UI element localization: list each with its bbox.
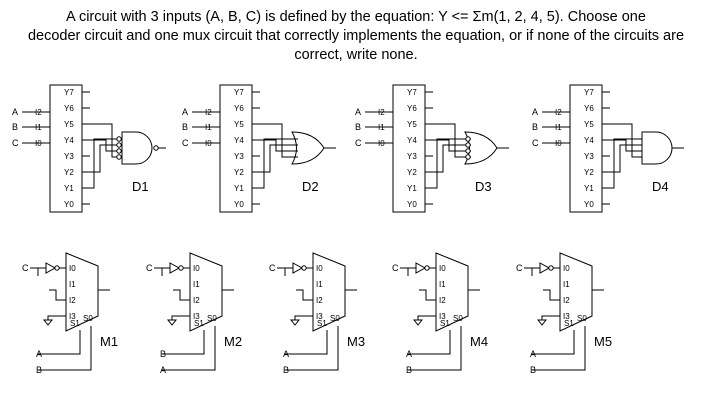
select-pin-s1: S1: [564, 319, 574, 328]
mux-input-pin-label: I3: [439, 312, 446, 321]
select-pin-s1: S1: [317, 319, 327, 328]
mux-row: [22, 253, 612, 375]
mux-input-pin-label: I1: [69, 280, 76, 289]
decoder-d2: [182, 85, 336, 212]
input-label-c: C: [355, 138, 362, 148]
select-pin-s1: S1: [440, 319, 450, 328]
select-pin-label: I2: [378, 108, 385, 117]
output-pin-label: Y7: [407, 88, 417, 97]
select-pin-label: I2: [205, 108, 212, 117]
mux-m4: [392, 253, 488, 375]
output-pin-label: Y2: [234, 168, 244, 177]
select-input-label: B: [530, 365, 537, 375]
vcc-wire: [52, 290, 66, 300]
select-input-label: A: [160, 365, 167, 375]
output-pin-label: Y7: [584, 88, 594, 97]
question-line-2: decoder circuit and one mux circuit that correctly implements the equation, or if none of the circuits are: [27, 28, 685, 44]
ground-symbol: [168, 320, 176, 325]
input-label-b: B: [182, 122, 189, 132]
select-wire-bottom: [408, 326, 461, 370]
input-label-c: C: [182, 138, 189, 148]
input-label-c: C: [269, 263, 276, 273]
output-pin-label: Y1: [584, 184, 594, 193]
decoder-label-d1: D1: [132, 179, 149, 194]
output-pin-label: Y2: [407, 168, 417, 177]
input-bubble: [466, 143, 470, 147]
input-label-c: C: [532, 138, 539, 148]
gate-input-wire: [260, 145, 298, 172]
select-wire-top: [38, 330, 80, 354]
select-pin-label: I1: [35, 123, 42, 132]
select-wire-bottom: [532, 326, 585, 370]
output-pin-label: Y5: [407, 120, 417, 129]
output-pin-label: Y3: [407, 152, 417, 161]
decoder-d1: [12, 85, 166, 212]
input-label-c: C: [516, 263, 523, 273]
mux-input-pin-label: I3: [193, 312, 200, 321]
ground-wire: [542, 316, 560, 320]
ground-symbol: [291, 320, 299, 325]
select-pin-label: I0: [555, 139, 562, 148]
mux-input-pin-label: I0: [439, 264, 446, 273]
or-gate: [292, 132, 324, 164]
ground-symbol: [414, 320, 422, 325]
mux-input-pin-label: I2: [439, 296, 446, 305]
select-wire-top: [162, 330, 204, 354]
output-pin-label: Y1: [64, 184, 74, 193]
input-bubble: [117, 137, 121, 141]
input-bubble: [466, 137, 470, 141]
mux-input-pin-label: I1: [193, 280, 200, 289]
output-bubble: [154, 146, 158, 150]
mux-input-pin-label: I2: [69, 296, 76, 305]
nand-gate: [122, 132, 152, 164]
select-pin-s0: S0: [453, 314, 463, 323]
output-pin-label: Y5: [584, 120, 594, 129]
mux-input-pin-label: I0: [316, 264, 323, 273]
select-pin-s0: S0: [83, 314, 93, 323]
select-pin-s1: S1: [70, 319, 80, 328]
mux-m5: [516, 253, 612, 375]
mux-label-m3: M3: [347, 334, 366, 349]
select-wire-bottom: [285, 326, 338, 370]
input-label-b: B: [12, 122, 19, 132]
select-pin-s0: S0: [577, 314, 587, 323]
nor-gate: [465, 132, 497, 164]
vcc-wire: [299, 290, 313, 300]
output-pin-label: Y4: [64, 136, 74, 145]
input-label-c: C: [22, 263, 29, 273]
mux-input-pin-label: I1: [316, 280, 323, 289]
vcc-wire: [176, 290, 190, 300]
inverter-bubble: [549, 266, 553, 270]
input-label-a: A: [355, 107, 362, 117]
mux-input-pin-label: I0: [193, 264, 200, 273]
and-gate: [642, 132, 672, 164]
select-pin-label: I2: [35, 108, 42, 117]
input-label-c: C: [12, 138, 19, 148]
mux-label-m2: M2: [224, 334, 243, 349]
select-pin-s0: S0: [330, 314, 340, 323]
ground-wire: [48, 316, 66, 320]
mux-input-pin-label: I1: [439, 280, 446, 289]
mux-label-m1: M1: [100, 334, 119, 349]
output-pin-label: Y0: [64, 200, 74, 209]
input-label-a: A: [12, 107, 19, 117]
inverter: [416, 263, 425, 273]
decoder-d4: [532, 85, 684, 212]
output-pin-label: Y6: [234, 104, 244, 113]
mux-input-pin-label: I2: [563, 296, 570, 305]
select-pin-s0: S0: [207, 314, 217, 323]
vcc-wire: [422, 290, 436, 300]
input-label-b: B: [532, 122, 539, 132]
inverter: [170, 263, 179, 273]
input-label-a: A: [532, 107, 539, 117]
output-pin-label: Y5: [234, 120, 244, 129]
decoder-label-d2: D2: [302, 179, 319, 194]
mux-input-pin-label: I2: [316, 296, 323, 305]
select-wire-bottom: [162, 326, 215, 370]
decoder-d3: [355, 85, 509, 212]
select-pin-label: I0: [35, 139, 42, 148]
output-pin-label: Y3: [584, 152, 594, 161]
input-bubble: [117, 149, 121, 153]
select-pin-label: I2: [555, 108, 562, 117]
mux-input-pin-label: I2: [193, 296, 200, 305]
output-pin-label: Y6: [584, 104, 594, 113]
inverter-bubble: [302, 266, 306, 270]
output-pin-label: Y4: [407, 136, 417, 145]
inverter-bubble: [425, 266, 429, 270]
ground-symbol: [44, 320, 52, 325]
output-pin-label: Y0: [584, 200, 594, 209]
input-label-a: A: [182, 107, 189, 117]
select-pin-label: I0: [378, 139, 385, 148]
inverter-bubble: [179, 266, 183, 270]
input-bubble: [117, 155, 121, 159]
mux-input-pin-label: I3: [69, 312, 76, 321]
output-pin-label: Y1: [234, 184, 244, 193]
select-wire-bottom: [38, 326, 91, 370]
output-pin-label: Y7: [64, 88, 74, 97]
output-pin-label: Y6: [64, 104, 74, 113]
select-pin-label: I0: [205, 139, 212, 148]
vcc-wire: [546, 290, 560, 300]
output-pin-label: Y5: [64, 120, 74, 129]
ground-wire: [418, 316, 436, 320]
decoder-row: [12, 85, 684, 212]
mux-input-pin-label: I1: [563, 280, 570, 289]
input-label-c: C: [146, 263, 153, 273]
inverter-bubble: [55, 266, 59, 270]
output-pin-label: Y3: [234, 152, 244, 161]
input-label-c: C: [392, 263, 399, 273]
select-input-label: B: [36, 365, 43, 375]
ground-wire: [172, 316, 190, 320]
mux-m2: [146, 253, 242, 375]
select-wire-top: [408, 330, 450, 354]
select-pin-label: I1: [205, 123, 212, 132]
select-input-label: B: [283, 365, 290, 375]
output-pin-label: Y7: [234, 88, 244, 97]
select-input-label: A: [406, 349, 413, 359]
decoder-label-d3: D3: [475, 179, 492, 194]
input-bubble: [466, 149, 470, 153]
mux-input-pin-label: I0: [563, 264, 570, 273]
output-pin-label: Y3: [64, 152, 74, 161]
select-input-label: A: [36, 349, 43, 359]
output-pin-label: Y4: [584, 136, 594, 145]
input-bubble: [466, 155, 470, 159]
output-pin-label: Y6: [407, 104, 417, 113]
mux-m1: [22, 253, 118, 375]
mux-input-pin-label: I3: [316, 312, 323, 321]
select-input-label: A: [530, 349, 537, 359]
select-input-label: A: [283, 349, 290, 359]
mux-m3: [269, 253, 365, 375]
inverter: [293, 263, 302, 273]
ground-symbol: [538, 320, 546, 325]
select-wire-top: [285, 330, 327, 354]
output-pin-label: Y2: [64, 168, 74, 177]
output-pin-label: Y0: [234, 200, 244, 209]
gate-input-wire: [433, 145, 471, 172]
mux-label-m4: M4: [470, 334, 489, 349]
select-pin-label: I1: [378, 123, 385, 132]
ground-wire: [295, 316, 313, 320]
output-pin-label: Y0: [407, 200, 417, 209]
output-pin-label: Y4: [234, 136, 244, 145]
select-pin-s1: S1: [194, 319, 204, 328]
question-line-3: correct, write none.: [294, 47, 418, 63]
decoder-label-d4: D4: [652, 179, 669, 194]
inverter: [540, 263, 549, 273]
input-label-b: B: [355, 122, 362, 132]
mux-input-pin-label: I3: [563, 312, 570, 321]
mux-label-m5: M5: [594, 334, 613, 349]
mux-input-pin-label: I0: [69, 264, 76, 273]
select-wire-top: [532, 330, 574, 354]
select-input-label: B: [160, 349, 167, 359]
select-pin-label: I1: [555, 123, 562, 132]
inverter: [46, 263, 55, 273]
input-bubble: [117, 143, 121, 147]
output-pin-label: Y2: [584, 168, 594, 177]
question-line-1: A circuit with 3 inputs (A, B, C) is defined by the equation: Y <= Σm(1, 2, 4, 5). Choose one: [66, 9, 646, 25]
output-pin-label: Y1: [407, 184, 417, 193]
select-input-label: B: [406, 365, 413, 375]
